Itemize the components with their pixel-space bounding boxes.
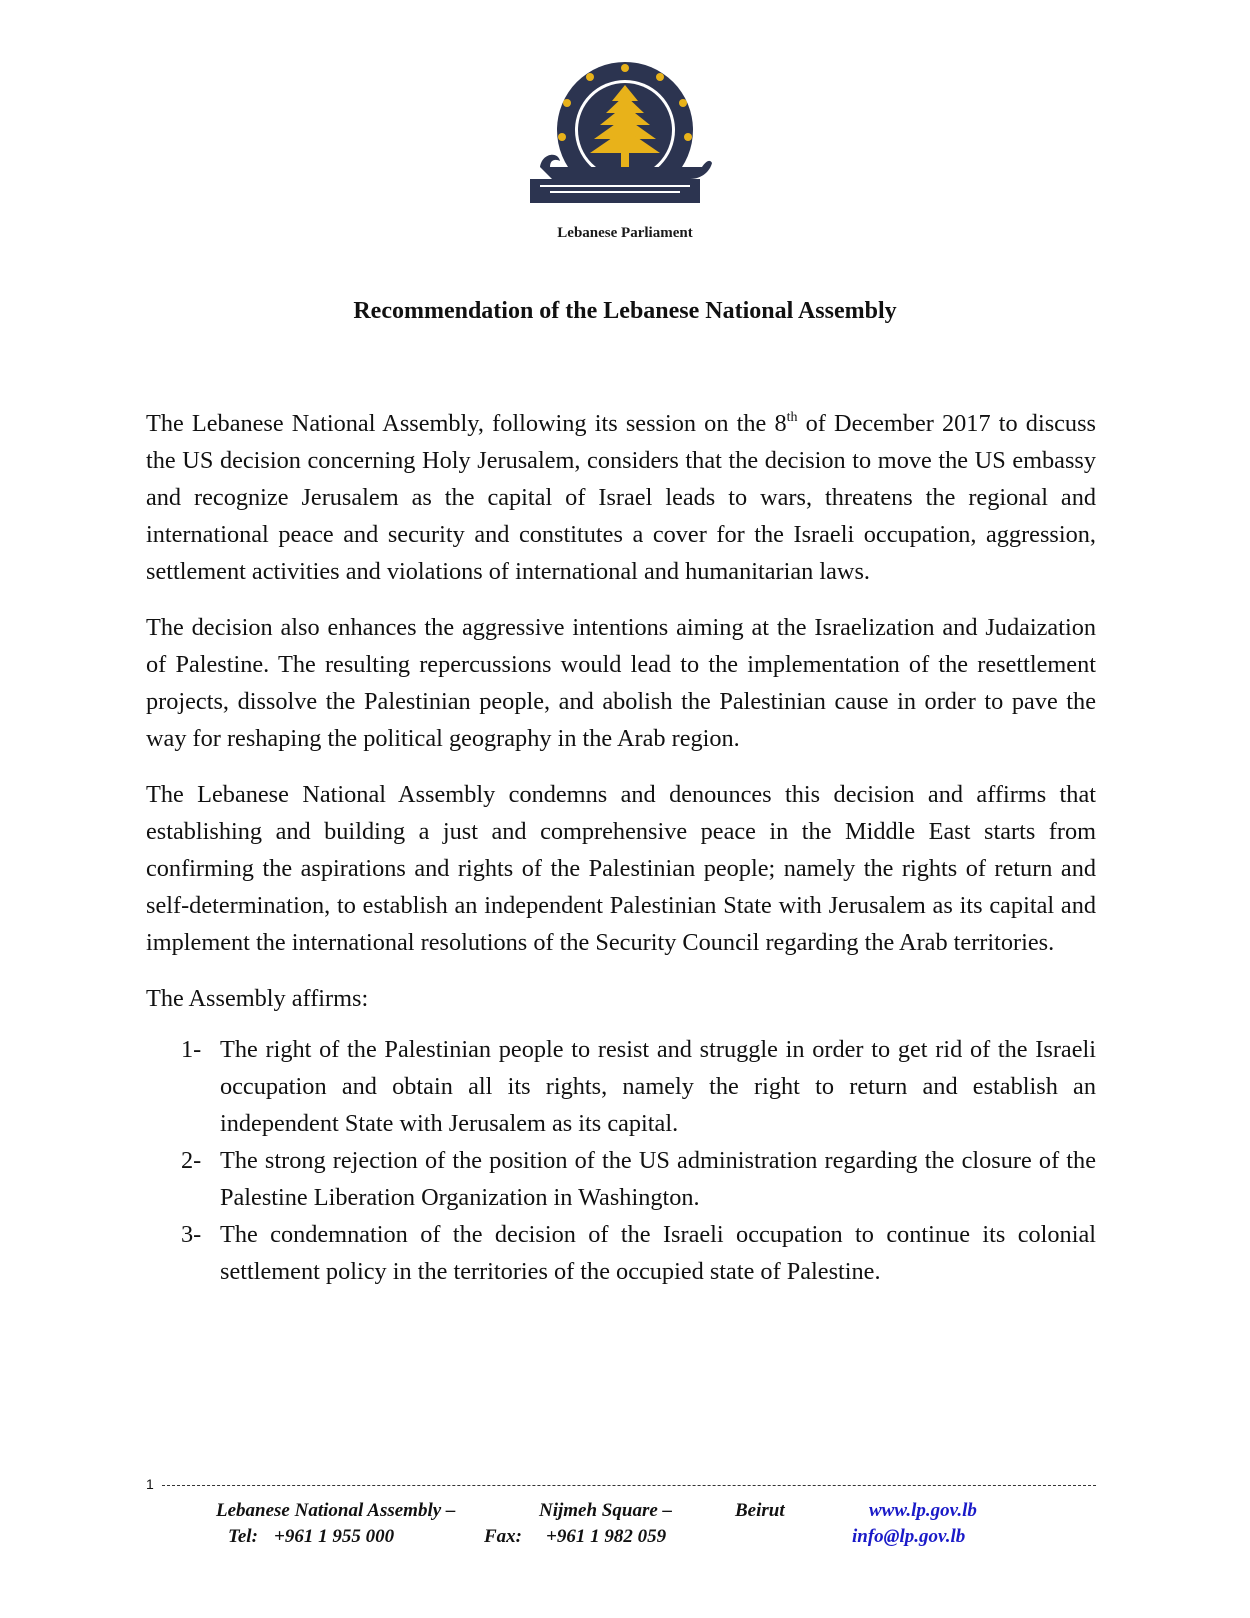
paragraph-2: The decision also enhances the aggressive intentions aiming at the Israelization and Judaization of Palestine. The resulting repercussions would lead to the implementation of the resettlement projects, dissolve the Palestinian people, and abolish the Palestinian cause in order to pave the way for reshaping the political geography in the Arab region. — [146, 614, 1096, 752]
paragraph-3: The Lebanese National Assembly condemns and denounces this decision and affirms that establishing and building a just and comprehensive peace in the Middle East starts from confirming the aspirations and rights of the Palestinian people; namely the rights of return and self-determination, to establish an independent Palestinian State with Jerusalem as its capital and implement the international resolutions of the Security Council regarding the Arab territories. — [146, 781, 1096, 956]
list-item — [146, 1031, 1096, 1142]
list-item-text: The strong rejection of the position of the US administration regarding the closure of the Palestine Liberation Organization in Washington. — [220, 1147, 1096, 1211]
footer-line-address — [146, 1500, 1096, 1526]
footer-tel-label: Tel: — [228, 1526, 258, 1547]
logo-caption: Lebanese Parliament — [557, 225, 693, 241]
list-item-number: 2- — [181, 1147, 202, 1174]
footer-website-link[interactable]: www.lp.gov.lb — [869, 1500, 977, 1521]
footer-fax: +961 1 982 059 — [546, 1526, 667, 1547]
lebanese-parliament-logo — [530, 55, 720, 245]
affirmations-lead: The Assembly affirms: — [146, 985, 369, 1012]
document-body — [146, 405, 1096, 1290]
footer-email-link[interactable]: info@lp.gov.lb — [852, 1526, 966, 1547]
footer-org: Lebanese National Assembly – — [216, 1500, 456, 1521]
list-item-text: The condemnation of the decision of the Israeli occupation to continue its colonial settlement policy in the territories of the occupied state of Palestine. — [220, 1221, 1096, 1285]
footer-rule-row — [146, 1476, 1096, 1496]
footer — [146, 1500, 1096, 1552]
footer-tel: +961 1 955 000 — [274, 1526, 395, 1547]
list-item-number: 1- — [181, 1036, 202, 1063]
footer-square: Nijmeh Square – — [539, 1500, 673, 1521]
paragraph-1-rest: of December 2017 to discuss the US decision concerning Holy Jerusalem, considers that the decision to move the US embassy and recognize Jerusalem as the capital of Israel leads to wars, threatens the regional and international peace and security and constitutes a cover for the Israeli occupation, aggression, settlement activities and violations of international and humanitarian laws. — [146, 410, 1096, 585]
paragraph-1-start: The Lebanese National Assembly, following its session on the 8 — [146, 410, 787, 437]
page-number: 1 — [146, 1476, 154, 1492]
list-item — [146, 1216, 1096, 1290]
affirmations-list — [146, 1031, 1096, 1290]
list-item-number: 3- — [181, 1221, 202, 1248]
ordinal-superscript: th — [786, 410, 798, 425]
footer-fax-label: Fax: — [484, 1526, 522, 1547]
paragraph-1 — [146, 405, 1096, 590]
footer-city: Beirut — [735, 1500, 785, 1521]
list-item-text: The right of the Palestinian people to resist and struggle in order to get rid of the Israeli occupation and obtain all its rights, namely the right to return and establish an independent State with Jerusalem as its capital. — [220, 1036, 1096, 1137]
footer-line-contact — [146, 1526, 1096, 1552]
footer-divider — [162, 1485, 1096, 1486]
list-item — [146, 1142, 1096, 1216]
parliament-emblem-icon — [530, 55, 720, 225]
document-title: Recommendation of the Lebanese National Assembly — [353, 298, 897, 324]
